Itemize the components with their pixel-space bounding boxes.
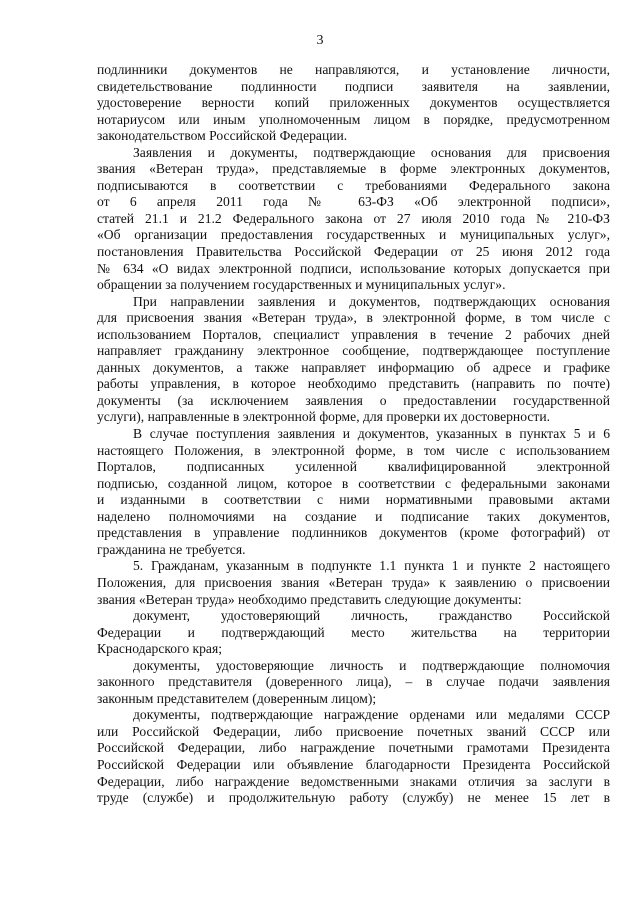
text-line: гражданина не требуется. — [97, 541, 246, 557]
text-line: документы (за исключением заявления о предоставлении государственной — [97, 392, 610, 408]
text-line: обращении за получением государственных и муниципальных услуг». — [97, 277, 506, 293]
text-line: «Об организации предоставления государственных и муниципальных услуг», — [97, 227, 610, 243]
text-line: документ, удостоверяющий личность, гражданство Российской — [133, 608, 610, 624]
text-line: труде (службе) и продолжительную работу (службу) не менее 15 лет в — [97, 790, 610, 806]
text-line: или Российской Федерации, либо присвоение почетных званий СССР или — [97, 723, 610, 739]
text-line: документы, удостоверяющие личность и подтверждающие полномочия — [133, 657, 610, 673]
text-line: При направлении заявления и документов, подтверждающих основания — [133, 293, 610, 309]
text-line: статей 21.1 и 21.2 Федерального закона от 27 июля 2010 года № 210-ФЗ — [97, 210, 610, 226]
text-line: направляет гражданину электронное сообщение, подтверждающее поступление — [97, 343, 610, 359]
text-line: № 634 «О видах электронной подписи, использование которых допускается при — [97, 260, 610, 276]
text-line: для присвоения звания «Ветеран труда», в электронной форме, в том числе с — [97, 310, 610, 326]
text-line: удостоверение верности копий приложенных документов осуществляется — [97, 95, 610, 111]
text-line: постановления Правительства Российской Федерации от 25 июня 2012 года — [97, 244, 610, 260]
text-line: законодательством Российской Федерации. — [97, 128, 348, 144]
text-line: Российской Федерации, либо награждение почетными грамотами Президента — [97, 740, 610, 756]
text-line: услуги), направленные в электронной форме, для проверки их достоверности. — [97, 409, 550, 425]
text-line: работы управления, в которое необходимо представить (направить по почте) — [97, 376, 610, 392]
text-line: подписываются в соответствии с требованиями Федерального закона — [97, 177, 610, 193]
text-line: Федерации и подтверждающий место жительства на территории — [97, 624, 610, 640]
text-line: законным представителем (доверенным лицом); — [97, 690, 377, 706]
document-body — [97, 62, 610, 807]
text-line: от 6 апреля 2011 года № 63-ФЗ «Об электронной подписи», — [97, 194, 610, 210]
text-line: подписью, созданной лицом, которое в соответствии с федеральными законами — [97, 475, 610, 491]
text-line: Российской Федерации или объявление благодарности Президента Российской — [97, 756, 610, 772]
text-line: законного представителя (доверенного лица), – в случае подачи заявления — [97, 674, 610, 690]
text-line: В случае поступления заявления и документов, указанных в пунктах 5 и 6 — [133, 426, 610, 442]
text-line: документы, подтверждающие награждение орденами или медалями СССР — [133, 707, 610, 723]
text-line: наделено полномочиями на создание и подписание таких документов, — [97, 508, 610, 524]
text-line: данных документов, а также направляет информацию об адресе и графике — [97, 359, 610, 375]
text-line: Положения, для присвоения звания «Ветеран труда» к заявлению о присвоении — [97, 574, 610, 590]
text-line: Федерации, либо награждение ведомственными знаками отличия за заслуги в — [97, 773, 610, 789]
text-line: Заявления и документы, подтверждающие основания для присвоения — [133, 144, 610, 160]
text-line: представления в управление подлинников документов (кроме фотографий) от — [97, 525, 610, 541]
page-number: 3 — [316, 33, 324, 48]
text-line: звания «Ветеран труда» необходимо представить следующие документы: — [97, 591, 522, 607]
text-line: Краснодарского края; — [97, 641, 222, 657]
text-line: свидетельствование подлинности подписи заявителя на заявлении, — [97, 78, 610, 94]
text-line: Порталов, подписанных усиленной квалифицированной электронной — [97, 459, 610, 475]
text-line: и изданными в соответствии с ними нормативными правовыми актами — [97, 492, 610, 508]
text-line: звания «Ветеран труда», представляемые в форме электронных документов, — [97, 161, 610, 177]
text-line: 5. Гражданам, указанным в подпункте 1.1 пункта 1 и пункте 2 настоящего — [133, 558, 610, 574]
text-line: использованием Порталов, специалист управления в течение 2 рабочих дней — [97, 326, 610, 342]
text-line: подлинники документов не направляются, и установление личности, — [97, 62, 610, 77]
text-line: настоящего Положения, в электронной форме, в том числе с использованием — [97, 442, 610, 458]
text-line: нотариусом или иным уполномоченным лицом в порядке, предусмотренном — [97, 111, 610, 127]
